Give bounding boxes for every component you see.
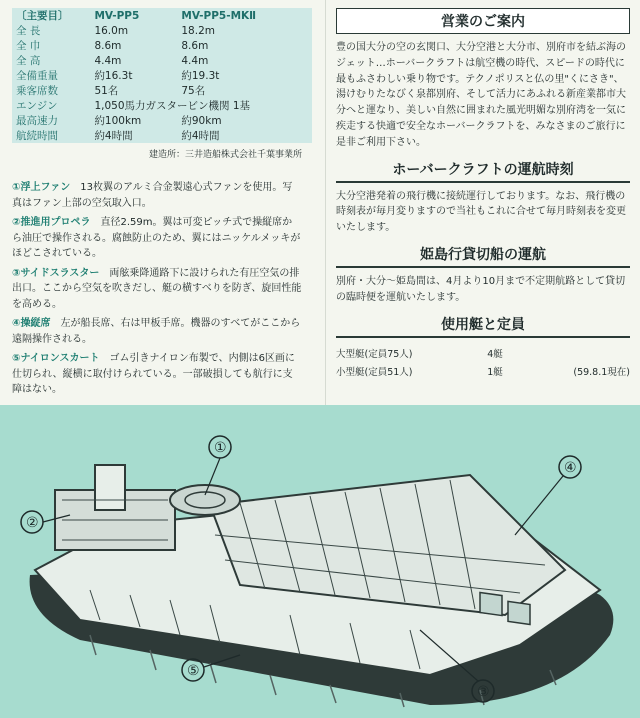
spec-header-mk2: MV-PP5-MKⅡ (181, 9, 257, 22)
fleet-table (336, 344, 630, 380)
spec-value: 約16.3t (94, 70, 133, 82)
charter-text: 別府・大分～姫島間は、4月より10月まで不定期航路として貸切の臨時便を運航いたします。 (336, 275, 626, 303)
note-text: 両舷乗降通路下に設けられた有圧空気の排出口。ここから空気を吹きだし、艇の横すべりを防ぎ、旋回性能を高める。 (12, 267, 302, 310)
fleet-row (336, 344, 630, 362)
note-text: 左が船長席、右は甲板手席。機器のすべてがここから遠隔操作される。 (12, 318, 301, 345)
spec-label: 全 高 (16, 55, 41, 67)
spec-label: 最高速力 (16, 115, 58, 127)
note-cockpit (12, 316, 302, 347)
note-nylon-skirt (12, 351, 302, 398)
spec-value: 4.4m (94, 54, 122, 67)
spec-row (12, 83, 312, 98)
spec-value: 8.6m (94, 39, 122, 52)
spec-value: 4.4m (181, 54, 209, 67)
fleet-type: 小型艇(定員51人) (336, 366, 413, 378)
note-lift-fan (12, 180, 302, 211)
heading-charter: 姫島行貸切船の運航 (336, 242, 630, 268)
spec-label: エンジン (16, 100, 58, 112)
fleet-row (336, 362, 630, 380)
lift-fan-assembly (170, 485, 240, 515)
note-term: ①浮上ファン (12, 182, 71, 193)
spec-header-pp5: MV-PP5 (94, 9, 140, 22)
spec-label: 航続時間 (16, 130, 58, 142)
fleet-count: 1艇 (487, 366, 503, 378)
spec-value: 75名 (181, 85, 206, 97)
spec-value: 約100km (94, 115, 142, 127)
callout-1: ① (214, 440, 227, 456)
spec-label: 全 長 (16, 25, 41, 37)
spec-row (12, 53, 312, 68)
spec-value: 約19.3t (181, 70, 220, 82)
note-text: 直径2.59m。翼は可変ピッチ式で操縦席から油圧で操作される。腐蝕防止のため、翼にはニッケルメッキがほどこされている。 (12, 217, 301, 259)
note-term: ⑤ナイロンスカート (12, 353, 100, 364)
spec-value: 16.0m (94, 24, 129, 37)
parts-notes (12, 180, 302, 402)
callout-3: ③ (477, 684, 490, 700)
service-intro: 豊の国大分の空の玄関口、大分空港と大分市、別府市を結ぶ海のジェット…ホーバークラフトは航空機の時代、スピードの時代に最もふさわしい乗り物です。テクノポリスと仏の里"くにさき"、湯けむりたなびく泉都別府、そして活力にあふれる新産業都市大分へと運なり、美しい自然に囲まれた風光明媚な別府湾を一気に疾走する快適で安全なホーバークラフトを、みなさまのご旅行に是非ご利用下さい。 (336, 42, 626, 148)
spec-row (12, 128, 312, 143)
spec-row (12, 23, 312, 38)
schedule-text: 大分空港発着の飛行機に接続運行しております。なお、飛行機の時刻表が毎月変りますので当社もこれに合せて毎月時刻表を変更いたします。 (336, 190, 626, 234)
note-term: ②推進用プロペラ (12, 217, 91, 228)
spec-header-row (12, 8, 312, 23)
heading-schedule: ホーバークラフトの運航時刻 (336, 157, 630, 183)
spec-row (12, 38, 312, 53)
heading-fleet: 使用艇と定員 (336, 312, 630, 338)
hovercraft-illustration (0, 405, 640, 718)
propeller-assembly (55, 465, 175, 550)
builder-credit: 建造所：三井造船株式会社千葉事業所 (148, 150, 302, 160)
note-term: ③サイドスラスター (12, 267, 100, 279)
spec-table (12, 8, 312, 143)
spec-value: 51名 (94, 85, 119, 97)
note-side-thruster (12, 266, 302, 313)
spec-value: 18.2m (181, 24, 215, 37)
spec-row (12, 68, 312, 83)
fleet-type: 大型艇(定員75人) (336, 348, 413, 360)
spec-value: 約90km (181, 115, 222, 127)
spec-section (12, 8, 312, 160)
spec-label: 全備重量 (16, 70, 58, 82)
service-info (336, 8, 630, 380)
hovercraft-cutaway-drawing (0, 405, 640, 718)
spec-header-label: 〔主要目〕 (16, 10, 69, 22)
fleet-date-note: (59.8.1現在) (573, 366, 630, 378)
spec-value: 8.6m (181, 39, 209, 52)
spec-value: 1,050馬力ガスタービン機関 1基 (94, 100, 251, 112)
spec-label: 乗客席数 (16, 85, 58, 97)
note-propeller (12, 215, 302, 262)
heading-service-guide: 営業のご案内 (336, 8, 630, 34)
spec-row (12, 113, 312, 128)
spec-value: 約4時間 (181, 130, 220, 142)
spec-row (12, 98, 312, 113)
note-term: ④操縦席 (12, 318, 51, 329)
spec-label: 全 巾 (16, 40, 41, 52)
fleet-count: 4艇 (487, 348, 503, 360)
note-text: ゴム引きナイロン布製で、内側は6区画に仕切られ、縦横に取付けられている。一部破損しても航行に支障はない。 (12, 353, 295, 395)
callout-5: ⑤ (187, 663, 200, 679)
spec-value: 約4時間 (94, 130, 133, 142)
callout-4: ④ (564, 460, 577, 476)
callout-2: ② (26, 515, 39, 531)
note-text: 13枚翼のアルミ合金製遠心式ファンを使用。写真はファン上部の空気取入口。 (12, 182, 293, 209)
